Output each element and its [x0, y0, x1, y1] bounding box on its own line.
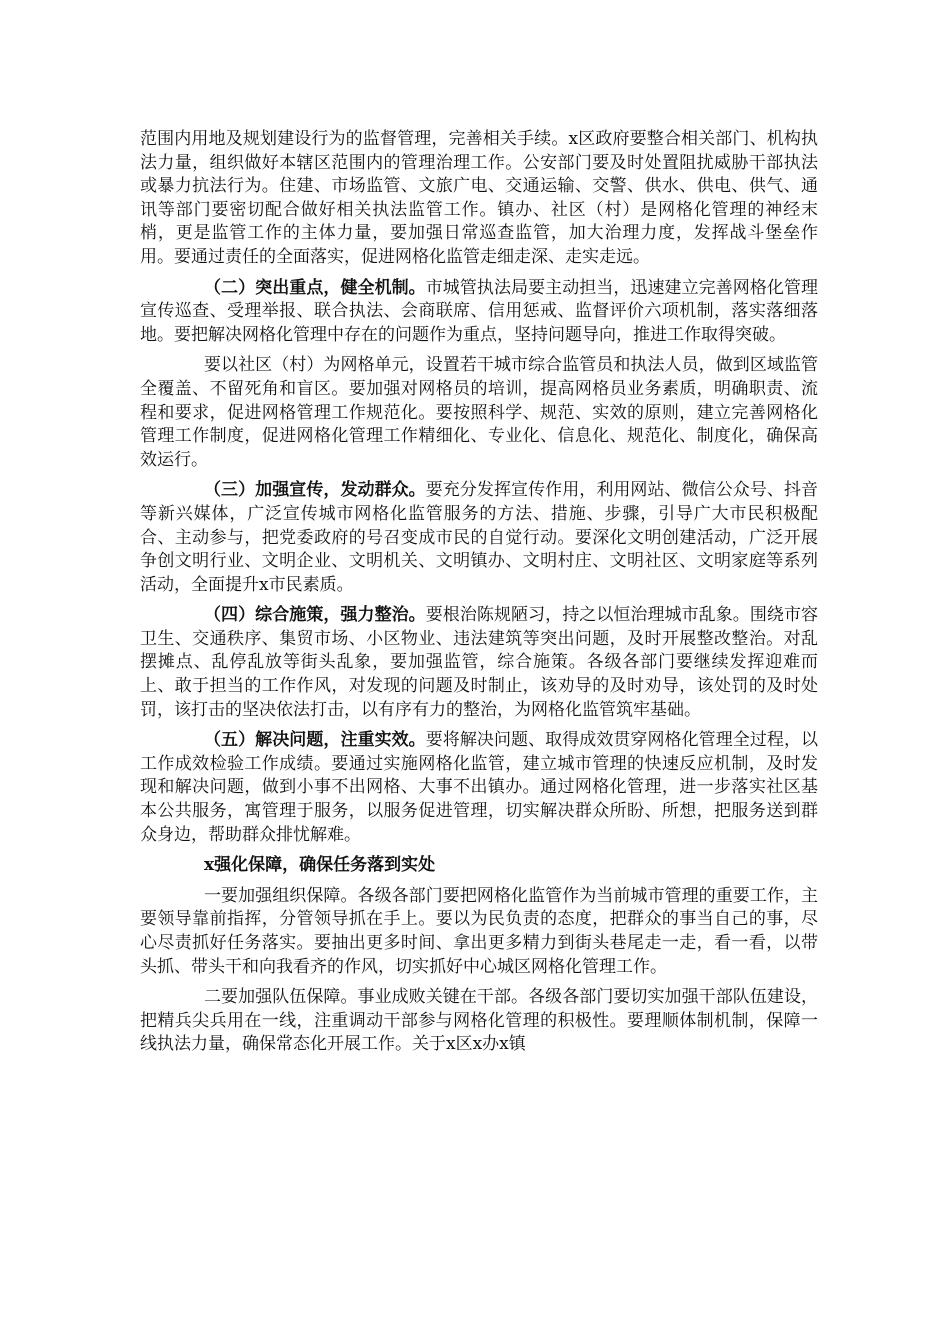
document-page	[140, 128, 818, 1064]
paragraph-text: 范围内用地及规划建设行为的监督管理，完善相关手续。x区政府要整合相关部门、机构执法力量，组织做好本辖区范围内的管理治理工作。公安部门要及时处置阻扰威胁干部执法或暴力抗法行为。住建、市场监管、文旅广电、交通运输、交警、供水、供电、供气、通讯等部门要密切配合做好相关执法监管工作。镇办、社区（村）是网格化管理的神经末梢，更是监管工作的主体力量，要加强日常巡查监管，加大治理力度，发挥战斗堡垒作用。要通过责任的全面落实，促进网格化监管走细走深、走实走远。	[140, 129, 818, 267]
paragraph-text: 要将解决问题、取得成效贯穿网格化管理全过程，以工作成效检验工作成绩。要通过实施网格化监管，建立城市管理的快速反应机制，及时发现和解决问题，做到小事不出网格、大事不出镇办。通过网格化管理，进一步落实社区基本公共服务，寓管理于服务，以服务促进管理，切实解决群众所盼、所想，把服务送到群众身边，帮助群众排忧解难。	[140, 730, 819, 845]
paragraph-rectification	[140, 604, 818, 722]
paragraph-team-guarantee	[140, 986, 818, 1057]
paragraph-text: 要根治陈规陋习，持之以恒治理城市乱象。围绕市容卫生、交通秩序、集贸市场、小区物业、违法建筑等突出问题，及时开展整改整治。对乱摆摊点、乱停乱放等街头乱象，要加强监管，综合施策。各级各部门要继续发挥迎难而上、敢于担当的工作作风，对发现的问题及时制止，该劝导的及时劝导，该处罚的及时处罚，该打击的坚决依法打击，以有序有力的整治，为网格化监管筑牢基础。	[140, 605, 819, 720]
paragraph-lead-heading: （二）突出重点，健全机制。	[204, 277, 426, 298]
paragraph-key-points	[140, 277, 818, 348]
paragraph-organization-guarantee	[140, 885, 818, 979]
paragraph-continued	[140, 128, 818, 270]
paragraph-solve-problems	[140, 729, 818, 847]
paragraph-grid-units	[140, 354, 818, 472]
paragraph-lead-heading: （五）解决问题，注重实效。	[204, 730, 426, 751]
section-heading: x强化保障，确保任务落到实处	[204, 855, 436, 876]
paragraph-text: 要以社区（村）为网格单元，设置若干城市综合监管员和执法人员，做到区域监管全覆盖、不留死角和盲区。要加强对网格员的培训，提高网格员业务素质，明确职责、流程和要求，促进网格管理工作规范化。要按照科学、规范、实效的原则，建立完善网格化管理工作制度，促进网格化管理工作精细化、专业化、信息化、规范化、制度化，确保高效运行。	[140, 355, 818, 470]
paragraph-publicity	[140, 479, 818, 597]
paragraph-text: 二要加强队伍保障。事业成败关键在干部。各级各部门要切实加强干部队伍建设，把精兵尖兵用在一线，注重调动干部参与网格化管理的积极性。要理顺体制机制，保障一线执法力量，确保常态化开展工作。关于x区x办x镇	[140, 987, 818, 1055]
paragraph-text: 市城管执法局要主动担当，迅速建立完善网格化管理宣传巡查、受理举报、联合执法、会商联席、信用惩戒、监督评价六项机制，落实落细落地。要把解决网格化管理中存在的问题作为重点，坚持问题导向，推进工作取得突破。	[140, 277, 819, 345]
paragraph-text: 一要加强组织保障。各级各部门要把网格化监管作为当前城市管理的重要工作，主要领导靠前指挥，分管领导抓在手上。要以为民负责的态度，把群众的事当自己的事，尽心尽责抓好任务落实。要抽出更多时间、拿出更多精力到街头巷尾走一走，看一看，以带头抓、带头干和向我看齐的作风，切实抓好中心城区网格化管理工作。	[140, 885, 818, 977]
paragraph-lead-heading: （三）加强宣传，发动群众。	[204, 480, 426, 501]
paragraph-lead-heading: （四）综合施策，强力整治。	[204, 605, 426, 626]
paragraph-text: 要充分发挥宣传作用，利用网站、微信公众号、抖音等新兴媒体，广泛宣传城市网格化监管服务的方法、措施、步骤，引导广大市民积极配合、主动参与，把党委政府的号召变成市民的自觉行动。要深化文明创建活动，广泛开展争创文明行业、文明企业、文明机关、文明镇办、文明村庄、文明社区、文明家庭等系列活动，全面提升x市民素质。	[140, 480, 819, 595]
